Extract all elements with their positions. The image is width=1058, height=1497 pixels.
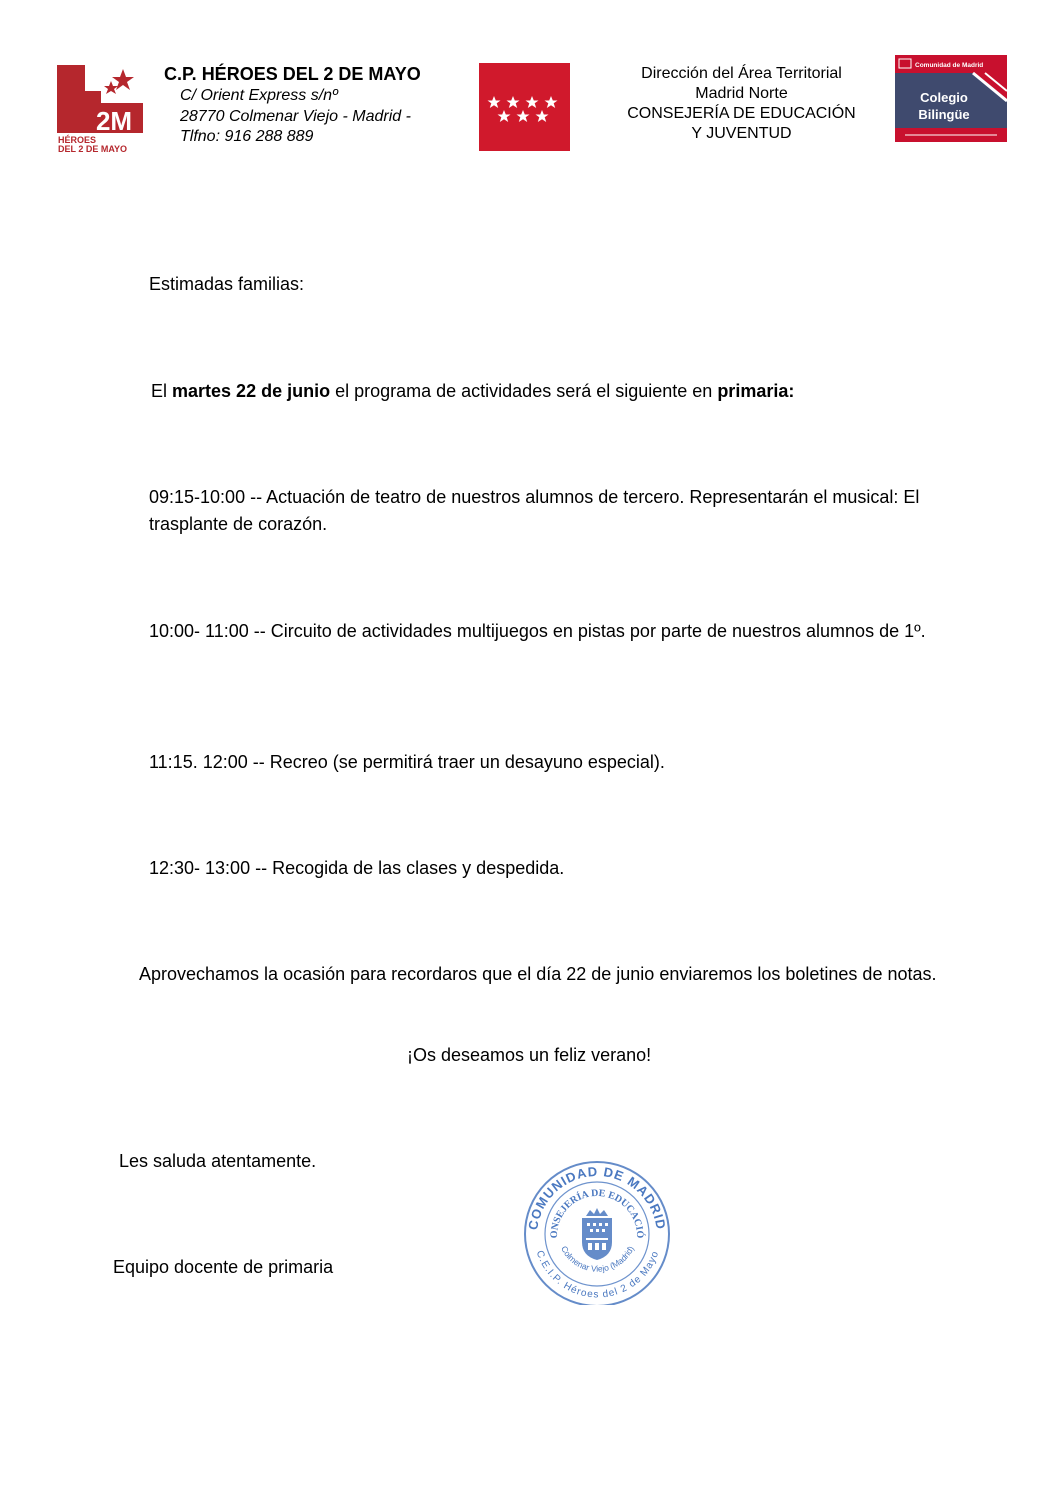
schedule-item: 09:15-10:00 -- Actuación de teatro de nuestros alumnos de tercero. Representarán el musical: El trasplante de corazón.: [149, 487, 920, 534]
dat-line: CONSEJERÍA DE EDUCACIÓN: [627, 105, 856, 122]
coat-of-arms-icon: [582, 1208, 612, 1260]
signature: Equipo docente de primaria: [113, 1257, 334, 1277]
address-street: C/ Orient Express s/nº: [180, 87, 338, 104]
svg-text:C.E.I.P. Héroes del 2 de Mayo: C.E.I.P. Héroes del 2 de Mayo: [533, 1249, 662, 1301]
svg-text:Colmenar Viejo (Madrid): Colmenar Viejo (Madrid): [559, 1244, 636, 1274]
bilingual-school-logo: [895, 55, 1007, 142]
dat-line: Y JUVENTUD: [691, 125, 792, 142]
comunidad-madrid-flag: [479, 63, 570, 151]
svg-text:Bilingüe: Bilingüe: [918, 107, 970, 122]
address-city: 28770 Colmenar Viejo - Madrid -: [180, 107, 411, 125]
intro-text: El: [151, 381, 173, 401]
school-name: C.P. HÉROES DEL 2 DE MAYO: [164, 64, 421, 84]
closing: Les saluda atentamente.: [119, 1151, 317, 1171]
event-date: martes 22 de junio: [172, 381, 331, 401]
dat-line: Dirección del Área Territorial: [641, 65, 842, 82]
school-address: [180, 86, 411, 148]
schedule-item: 11:15. 12:00 -- Recreo (se permitirá traer un desayuno especial).: [149, 752, 665, 772]
reminder-paragraph: Aprovechamos la ocasión para recordaros que el día 22 de junio enviaremos los boletines de notas.: [139, 964, 937, 984]
school-logo: [55, 63, 147, 153]
svg-text:DEL 2 DE MAYO: DEL 2 DE MAYO: [58, 144, 128, 153]
summer-wish: ¡Os deseamos un feliz verano!: [407, 1045, 652, 1065]
greeting: Estimadas familias:: [149, 274, 305, 294]
schedule-item: 12:30- 13:00 -- Recogida de las clases y despedida.: [149, 858, 565, 878]
svg-text:HÉROES: HÉROES: [58, 135, 97, 145]
intro-paragraph: [151, 378, 794, 405]
flag-stars-icon: [488, 96, 558, 122]
school-level: primaria:: [717, 381, 795, 401]
intro-text: el programa de actividades será el siguiente en: [330, 381, 718, 401]
svg-text:Comunidad de Madrid: Comunidad de Madrid: [915, 62, 984, 69]
school-phone: Tlfno: 916 288 889: [180, 128, 314, 145]
svg-text:2M: 2M: [95, 106, 133, 136]
svg-text:CONSEJERÍA DE EDUCACIÓN: ONSEJERÍA DE EDUCACIÓ: [548, 1187, 646, 1239]
territorial-directorate: [604, 64, 879, 144]
dat-line: Madrid Norte: [695, 85, 788, 102]
schedule-item: 10:00- 11:00 -- Circuito de actividades multijuegos en pistas por parte de nuestros alumnos de 1º.: [149, 621, 926, 641]
svg-text:COMUNIDAD DE MADRID: COMUNIDAD DE MADRID: [525, 1163, 669, 1232]
svg-text:Colegio: Colegio: [920, 90, 968, 105]
official-seal: [520, 1158, 675, 1305]
